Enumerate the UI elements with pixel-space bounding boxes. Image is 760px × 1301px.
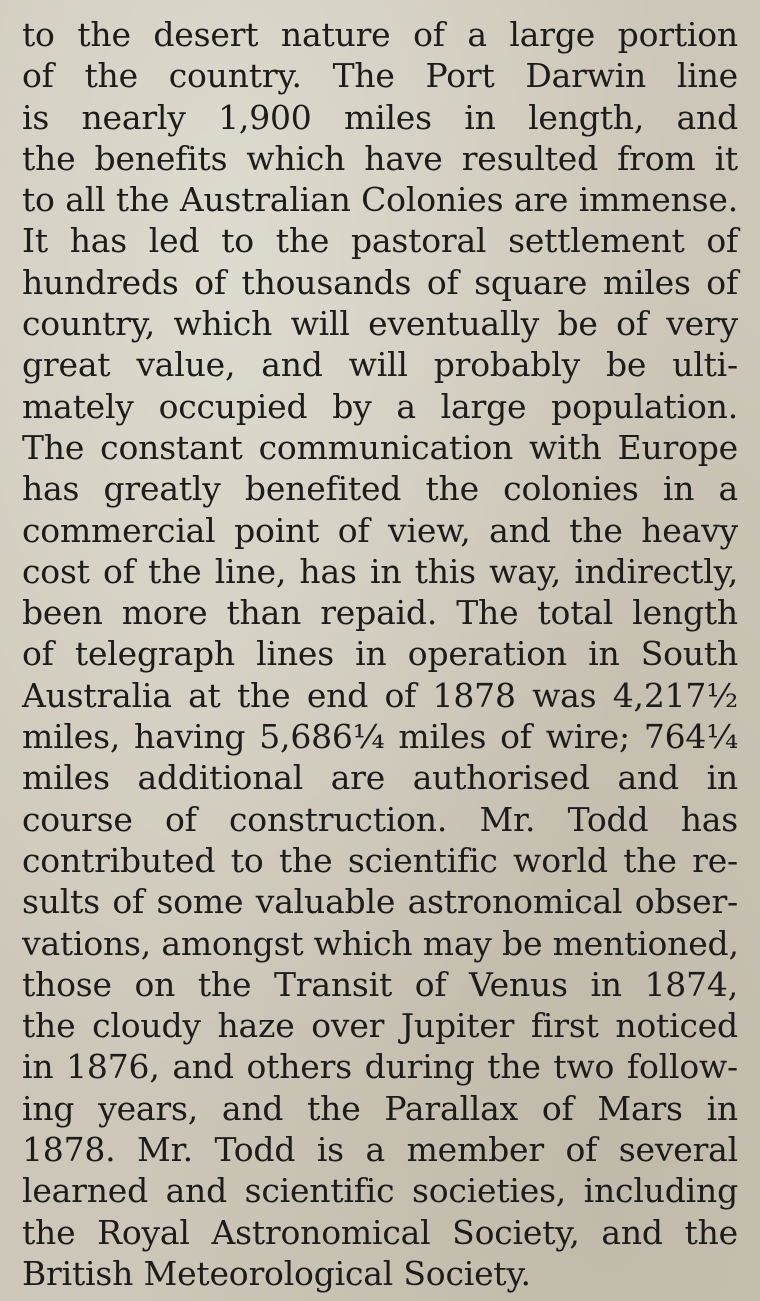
- text-line: British Meteorological Society.: [22, 1253, 531, 1293]
- text-line: 1878. Mr. Todd is a member of several: [22, 1130, 738, 1170]
- text-line: country, which will eventually be of very: [22, 304, 738, 344]
- text-line: those on the Transit of Venus in 1874,: [22, 964, 738, 1004]
- text-line: the Royal Astronomical Society, and the: [22, 1212, 738, 1252]
- text-line: learned and scientific societies, including: [22, 1171, 738, 1211]
- text-line: is nearly 1,900 miles in length, and: [22, 97, 738, 137]
- text-line: Australia at the end of 1878 was 4,217½: [22, 675, 738, 715]
- text-line: sults of some valuable astronomical obser-: [22, 882, 738, 922]
- text-line: mately occupied by a large population.: [22, 386, 738, 426]
- text-line: course of construction. Mr. Todd has: [22, 799, 738, 839]
- text-line: cost of the line, has in this way, indirectly,: [22, 551, 738, 591]
- text-line: vations, amongst which may be mentioned,: [22, 923, 739, 963]
- text-line: The constant communication with Europe: [22, 427, 738, 467]
- text-line: has greatly benefited the colonies in a: [22, 469, 738, 509]
- text-line: to the desert nature of a large portion: [22, 15, 738, 54]
- text-line: contributed to the scientific world the re-: [22, 840, 738, 880]
- text-line: the cloudy haze over Jupiter first noticed: [22, 1006, 738, 1046]
- text-line: ing years, and the Parallax of Mars in: [22, 1088, 738, 1128]
- text-line: of telegraph lines in operation in South: [22, 634, 738, 674]
- text-line: miles, having 5,686¼ miles of wire; 764¼: [22, 717, 738, 757]
- text-line: the benefits which have resulted from it: [22, 138, 738, 178]
- text-line: to all the Australian Colonies are immense.: [22, 180, 738, 220]
- text-line: great value, and will probably be ulti-: [22, 345, 738, 385]
- text-line: miles additional are authorised and in: [22, 758, 738, 798]
- text-line: of the country. The Port Darwin line: [22, 56, 738, 96]
- text-line: in 1876, and others during the two follow-: [22, 1047, 738, 1087]
- text-line: hundreds of thousands of square miles of: [22, 262, 738, 302]
- text-line: commercial point of view, and the heavy: [22, 510, 738, 550]
- text-line: It has led to the pastoral settlement of: [22, 221, 738, 261]
- body-text: [22, 14, 738, 1294]
- text-line: been more than repaid. The total length: [22, 593, 738, 633]
